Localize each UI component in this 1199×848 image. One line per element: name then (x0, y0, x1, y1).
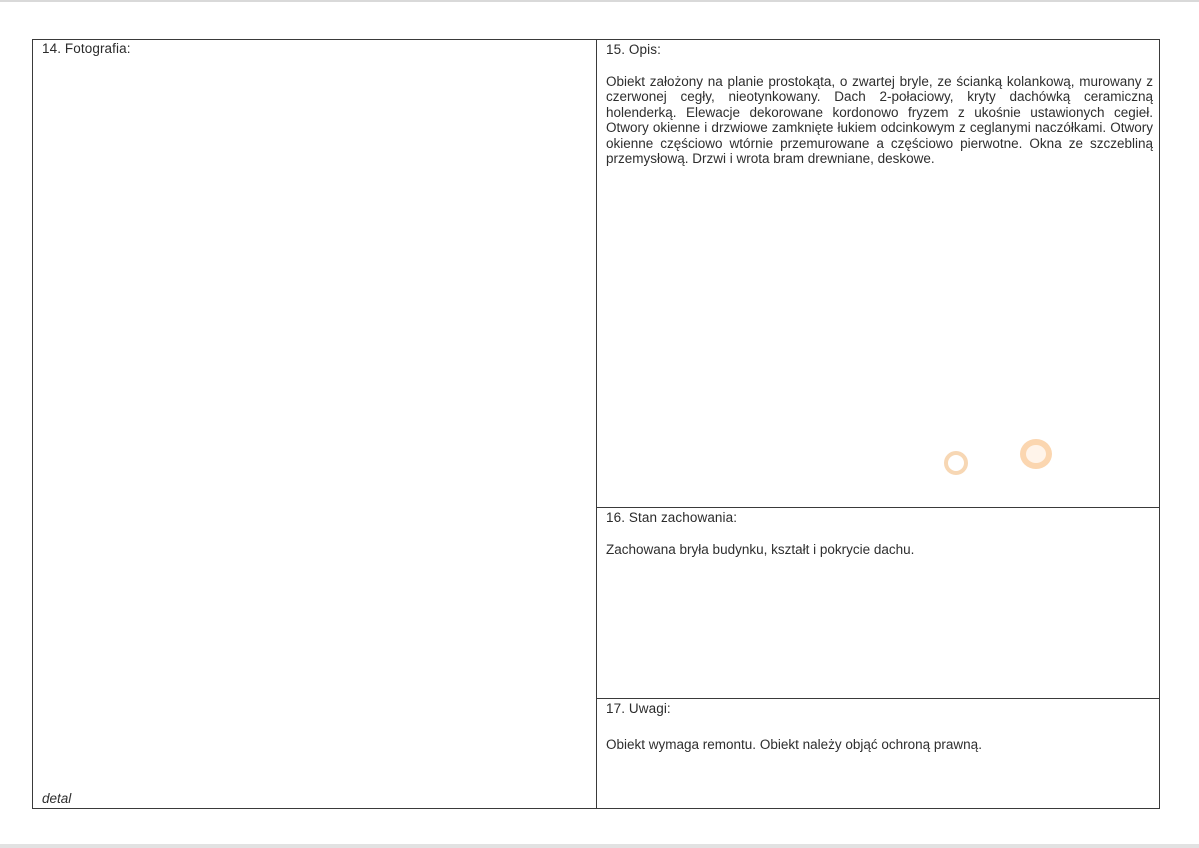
page-bottom-edge (0, 844, 1199, 848)
page-top-edge (0, 0, 1199, 2)
description-section (597, 40, 1159, 508)
photo-section (33, 40, 597, 808)
details-column (597, 40, 1159, 808)
description-label: 15. Opis: (606, 42, 661, 57)
photo-label: 14. Fotografia: (42, 41, 131, 56)
remarks-label: 17. Uwagi: (606, 701, 671, 716)
inventory-card-table (32, 39, 1160, 809)
photo-caption: detal (42, 791, 72, 806)
description-text: Obiekt założony na planie prostokąta, o zwartej bryle, ze ścianką kolankową, murowany z czerwonej cegły, nieotynkowany. Dach 2-połaciowy, kryty dachówką ceramiczną holenderką. Elewacje dekorowane kordonowo fryzem z ukośnie ustawionych cegieł. Otwory okienne i drzwiowe zamknięte łukiem odcinkowym z ceglanymi naczółkami. Otwory okienne częściowo wtórnie przemurowane a częściowo pierwotne. Okna ze szczebliną przemysłową. Drzwi i wrota bram drewniane, deskowe. (606, 74, 1153, 167)
remarks-text: Obiekt wymaga remontu. Obiekt należy objąć ochroną prawną. (606, 737, 982, 752)
remarks-section (597, 699, 1159, 808)
paper-stain (1020, 439, 1052, 469)
condition-label: 16. Stan zachowania: (606, 510, 738, 525)
condition-section (597, 508, 1159, 699)
condition-text: Zachowana bryła budynku, kształt i pokrycie dachu. (606, 542, 915, 557)
paper-stain (944, 451, 968, 475)
